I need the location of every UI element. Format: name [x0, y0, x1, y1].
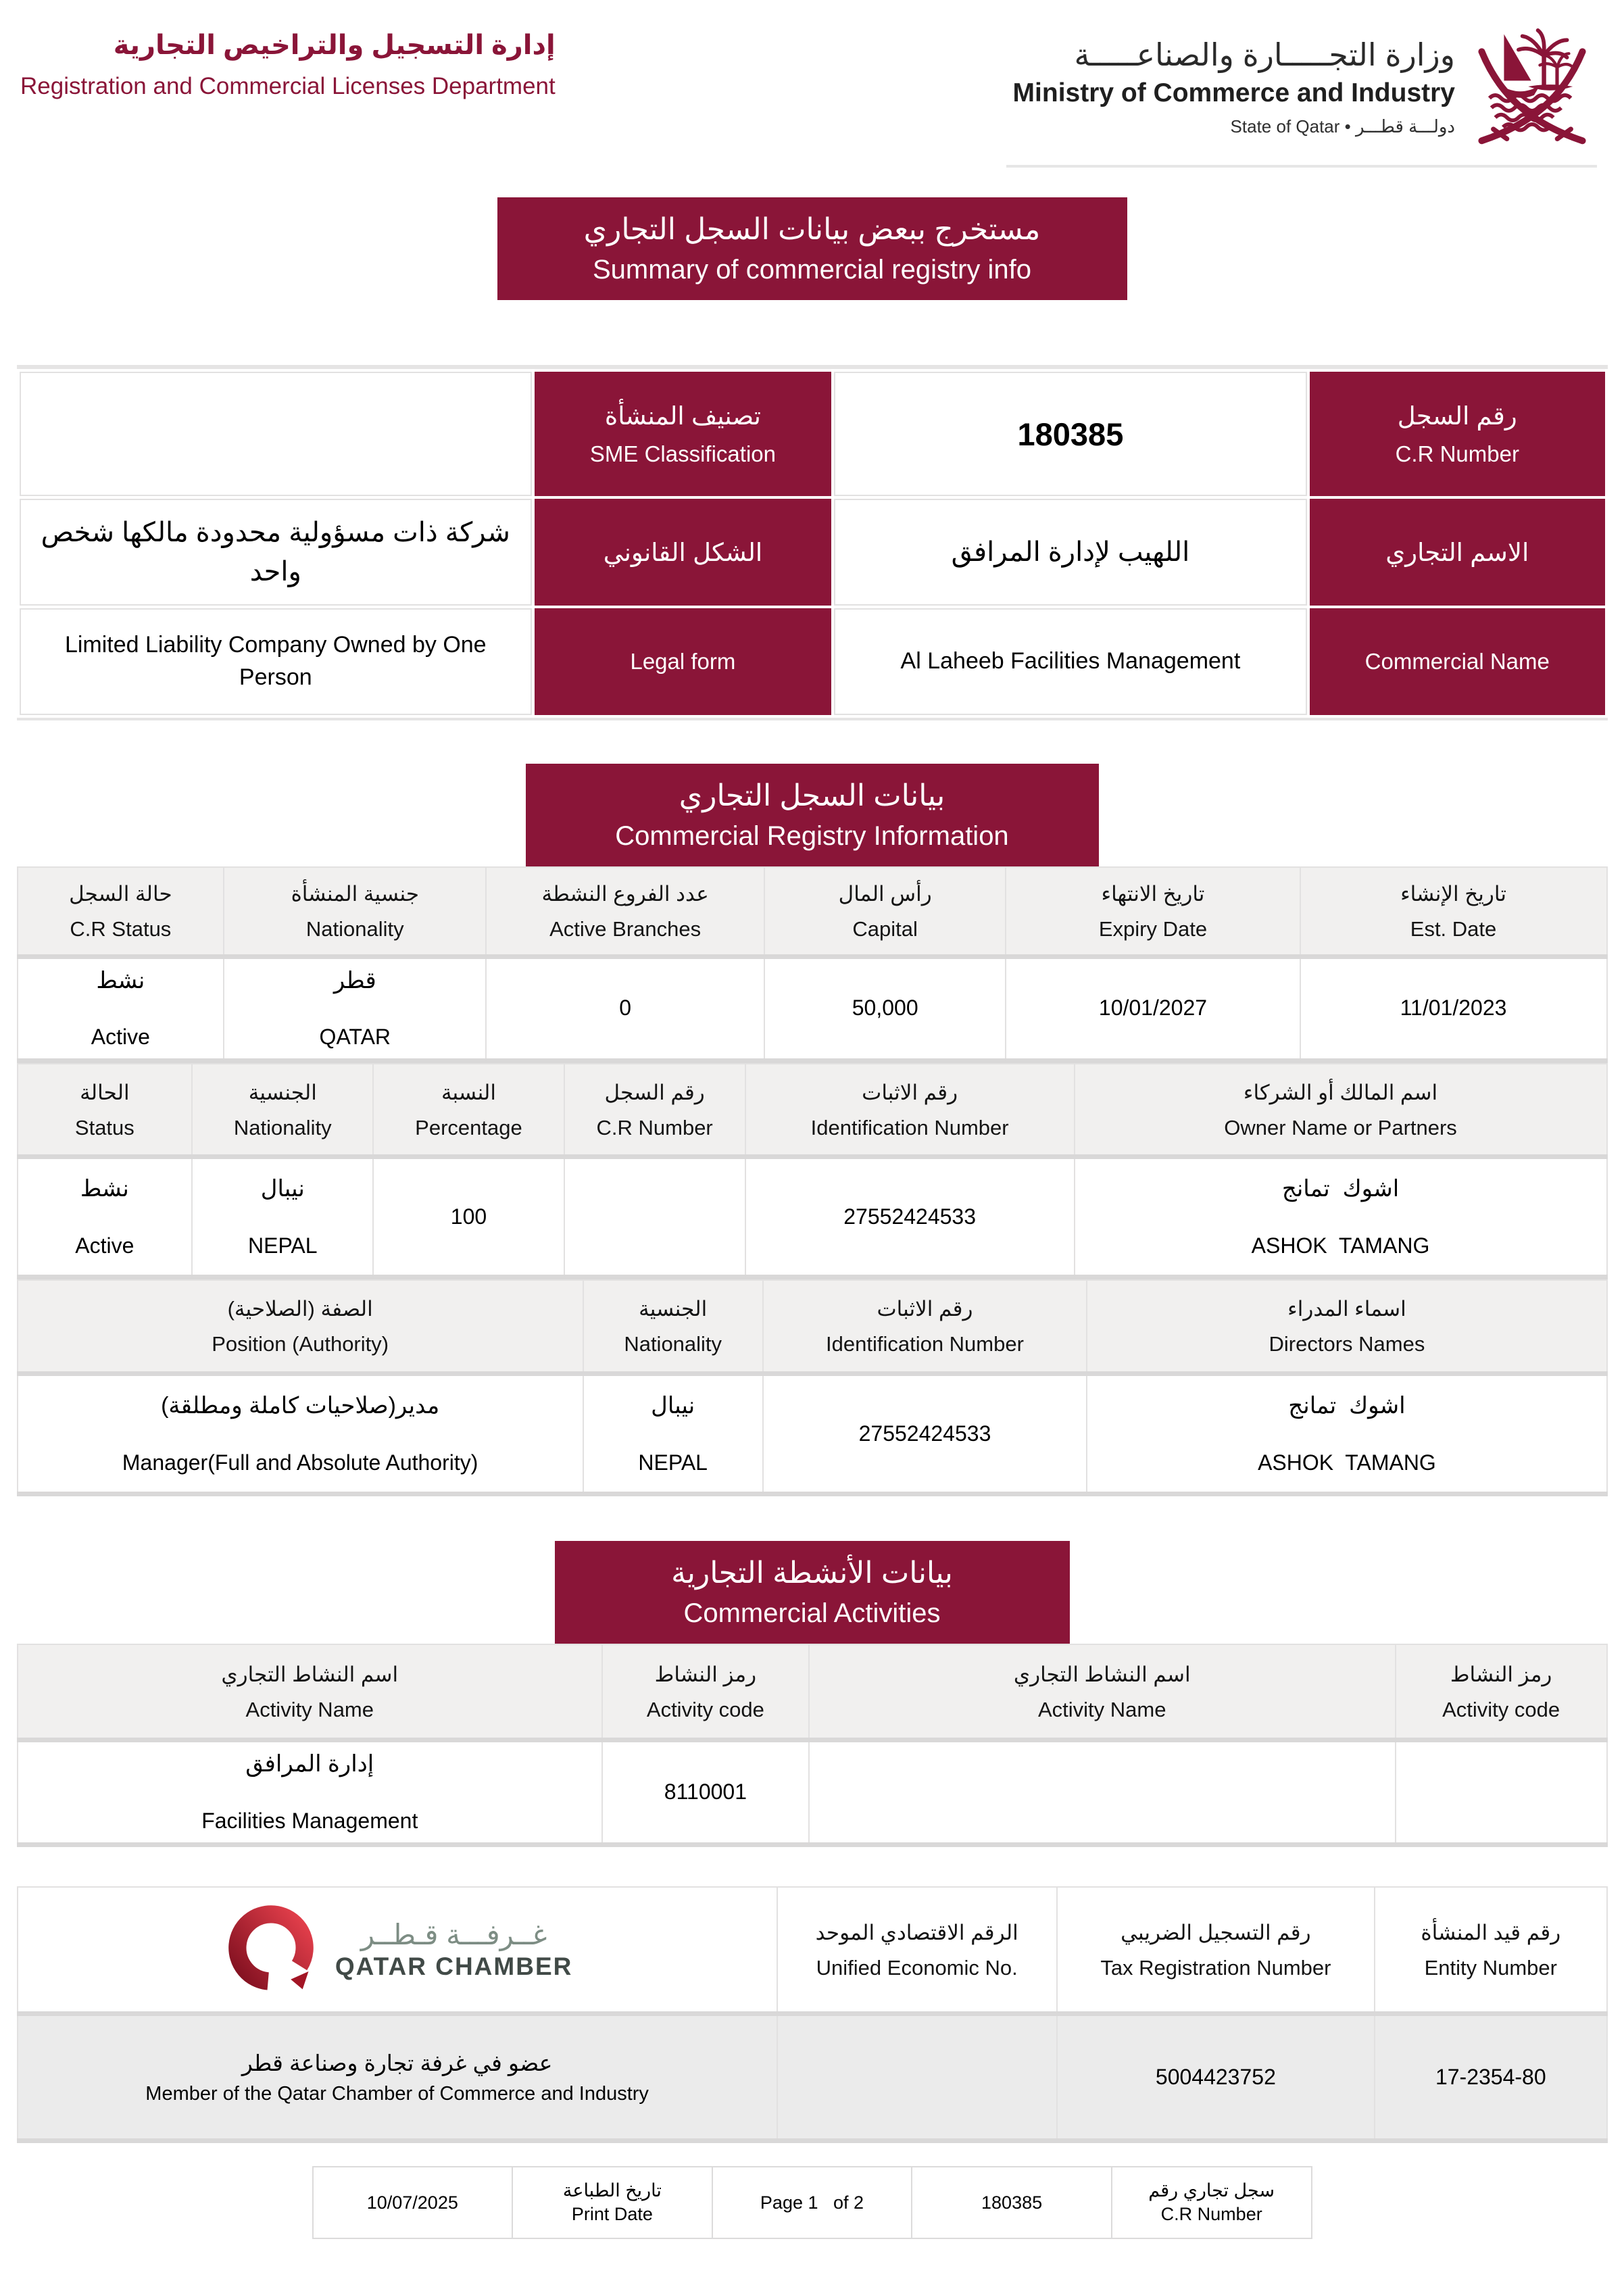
ministry-logo-block: [1006, 20, 1597, 168]
legal-form-value-english: Limited Liability Company Owned by One Person: [20, 608, 533, 715]
footer-table: [312, 2166, 1312, 2239]
ministry-name-arabic: وزارة التجـــــارة والصناعـــــة: [1074, 36, 1455, 72]
cr-number-text: 180385: [1017, 416, 1124, 452]
footer-print-date-label: تاريخ الطباعة Print Date: [512, 2167, 712, 2238]
header-nationality: الجنسية Nationality: [583, 1280, 763, 1373]
header-activity-name-2: اسم النشاط التجاري Activity Name: [809, 1644, 1396, 1740]
header-position-authority: الصفة (الصلاحية) Position (Authority): [18, 1280, 583, 1373]
value-cr-status: نشط Active: [18, 956, 224, 1060]
summary-title-banner: [497, 197, 1127, 300]
activities-value-row: [18, 1740, 1607, 1844]
header-nationality: الجنسية Nationality: [192, 1064, 373, 1157]
header-cr-status: حالة السجل C.R Status: [18, 867, 224, 956]
header-tax-registration-number: رقم التسجيل الضريبي Tax Registration Number: [1057, 1887, 1375, 2014]
footer-cr-label: سجل تجاري رقم C.R Number: [1112, 2167, 1312, 2238]
qatar-emblem-icon: [1474, 20, 1590, 153]
footer-page-number: Page 1 of 2: [712, 2167, 912, 2238]
header-capital: رأس المال Capital: [764, 867, 1006, 956]
value-activity-name-1: إدارة المرافق Facilities Management: [18, 1740, 603, 1844]
value-capital: 50,000: [764, 956, 1006, 1060]
summary-table: [17, 365, 1608, 720]
department-title: [20, 30, 556, 100]
value-expiry-date: 10/01/2027: [1006, 956, 1300, 1060]
value-est-date: 11/01/2023: [1300, 956, 1607, 1060]
commercial-name-value-arabic: اللهيب لإدارة المرافق: [834, 499, 1307, 606]
owners-table: [17, 1063, 1608, 1280]
value-active-branches: 0: [486, 956, 764, 1060]
footer-cr-value: 180385: [912, 2167, 1112, 2238]
registry-header-row: [18, 867, 1607, 956]
sme-label-arabic: تصنيف المنشأة: [604, 401, 761, 430]
legal-form-value-arabic: شركة ذات مسؤولية محدودة مالكها شخص واحد: [20, 499, 533, 606]
footer-print-date-value: 10/07/2025: [313, 2167, 513, 2238]
department-title-arabic: إدارة التسجيل والتراخيص التجارية: [113, 30, 556, 60]
owners-value-row: [18, 1157, 1607, 1277]
header-status: الحالة Status: [18, 1064, 193, 1157]
value-identification-number: 27552424533: [763, 1373, 1087, 1494]
header-entity-number: رقم قيد المنشأة Entity Number: [1375, 1887, 1606, 2014]
summary-title-arabic: مستخرج ببعض بيانات السجل التجاري: [583, 213, 1041, 246]
value-identification-number: 27552424533: [745, 1157, 1075, 1277]
commercial-name-value-english: Al Laheeb Facilities Management: [834, 608, 1307, 715]
header-percentage: النسبة Percentage: [373, 1064, 564, 1157]
value-nationality: قطر QATAR: [224, 956, 486, 1060]
value-cr-number: [564, 1157, 745, 1277]
activities-table: [17, 1644, 1608, 1847]
value-tax-registration-number: 5004423752: [1057, 2014, 1375, 2141]
directors-table: [17, 1279, 1608, 1496]
value-directors-names: اشوك تمانج ASHOK TAMANG: [1087, 1373, 1606, 1494]
footer-row: [313, 2167, 1312, 2238]
header-unified-economic-no: الرقم الاقتصادي الموحد Unified Economic No.: [777, 1887, 1057, 2014]
activities-banner: [555, 1541, 1070, 1644]
value-status: نشط Active: [18, 1157, 193, 1277]
value-unified-economic-no: [777, 2014, 1057, 2141]
state-of-qatar-line: State of Qatar • دولـــة قطـــر: [1230, 116, 1455, 137]
summary-row-arabic: [20, 499, 1605, 606]
directors-header-row: [18, 1280, 1607, 1373]
header-est-date: تاريخ الإنشاء Est. Date: [1300, 867, 1607, 956]
commercial-name-label-english: Commercial Name: [1310, 608, 1604, 715]
value-percentage: 100: [373, 1157, 564, 1277]
value-nationality: نيبال NEPAL: [583, 1373, 763, 1494]
summary-title-english: Summary of commercial registry info: [592, 255, 1032, 285]
legal-form-label-english: Legal form: [535, 608, 831, 715]
directors-value-row: [18, 1373, 1607, 1494]
activities-banner-arabic: بيانات الأنشطة التجارية: [671, 1556, 953, 1590]
sme-label-english: SME Classification: [589, 441, 776, 466]
header-expiry-date: تاريخ الانتهاء Expiry Date: [1006, 867, 1300, 956]
header-activity-code-2: رمز النشاط Activity code: [1396, 1644, 1607, 1740]
owners-header-row: [18, 1064, 1607, 1157]
summary-row-english: [20, 608, 1605, 715]
registry-info-table: [17, 866, 1608, 1063]
chamber-header-row: [18, 1887, 1607, 2014]
cr-number-label: [1310, 372, 1604, 496]
registry-banner-arabic: بيانات السجل التجاري: [679, 779, 945, 812]
chamber-value-row: [18, 2014, 1607, 2141]
activities-header-row: [18, 1644, 1607, 1740]
header-nationality: جنسية المنشأة Nationality: [224, 867, 486, 956]
value-activity-code-2: [1396, 1740, 1607, 1844]
value-activity-code-1: 8110001: [602, 1740, 809, 1844]
department-title-english: Registration and Commercial Licenses Department: [20, 73, 556, 99]
qatar-chamber-logo-cell: [18, 1887, 777, 2014]
header-identification-number: رقم الاثبات Identification Number: [745, 1064, 1075, 1157]
header-active-branches: عدد الفروع النشطة Active Branches: [486, 867, 764, 956]
summary-row-top: [20, 372, 1605, 496]
registry-value-row: [18, 956, 1607, 1060]
qatar-chamber-wordmark: [335, 1918, 572, 1981]
empty-cell: [20, 372, 533, 496]
page-header: [0, 0, 1624, 168]
sme-classification-label: [535, 372, 831, 496]
value-entity-number: 17-2354-80: [1375, 2014, 1606, 2141]
cr-number-value: [834, 372, 1307, 496]
registry-banner-english: Commercial Registry Information: [615, 821, 1009, 851]
cr-label-arabic: رقم السجل: [1397, 401, 1517, 430]
value-nationality: نيبال NEPAL: [192, 1157, 373, 1277]
qatar-chamber-table: [17, 1886, 1608, 2144]
value-owner-name: اشوك تمانج ASHOK TAMANG: [1075, 1157, 1607, 1277]
qatar-chamber-name-english: QATAR CHAMBER: [335, 1953, 573, 1981]
registry-info-banner: [526, 764, 1099, 866]
header-directors-names: اسماء المدراء Directors Names: [1087, 1280, 1606, 1373]
qatar-chamber-name-arabic: غــرفـــة قـطــر: [360, 1919, 547, 1951]
legal-form-label-arabic: الشكل القانوني: [535, 499, 831, 606]
cr-label-english: C.R Number: [1395, 441, 1519, 466]
value-position-authority: مدير(صلاحيات كاملة ومطلقة) Manager(Full and Absolute Authority): [18, 1373, 583, 1494]
ministry-name-english: Ministry of Commerce and Industry: [1012, 78, 1455, 107]
ministry-wordmark: [1013, 36, 1455, 137]
header-activity-name-1: اسم النشاط التجاري Activity Name: [18, 1644, 603, 1740]
activities-banner-english: Commercial Activities: [683, 1598, 941, 1628]
header-cr-number: رقم السجل C.R Number: [564, 1064, 745, 1157]
value-activity-name-2: [809, 1740, 1396, 1844]
header-activity-code-1: رمز النشاط Activity code: [602, 1644, 809, 1740]
qatar-chamber-logo-icon: [222, 1898, 320, 2000]
commercial-name-label-arabic: الاسم التجاري: [1310, 499, 1604, 606]
header-owner-name: اسم المالك أو الشركاء Owner Name or Partners: [1075, 1064, 1607, 1157]
value-chamber-membership: عضو في غرفة تجارة وصناعة قطر Member of the Qatar Chamber of Commerce and Industry: [18, 2014, 777, 2141]
header-identification-number: رقم الاثبات Identification Number: [763, 1280, 1087, 1373]
